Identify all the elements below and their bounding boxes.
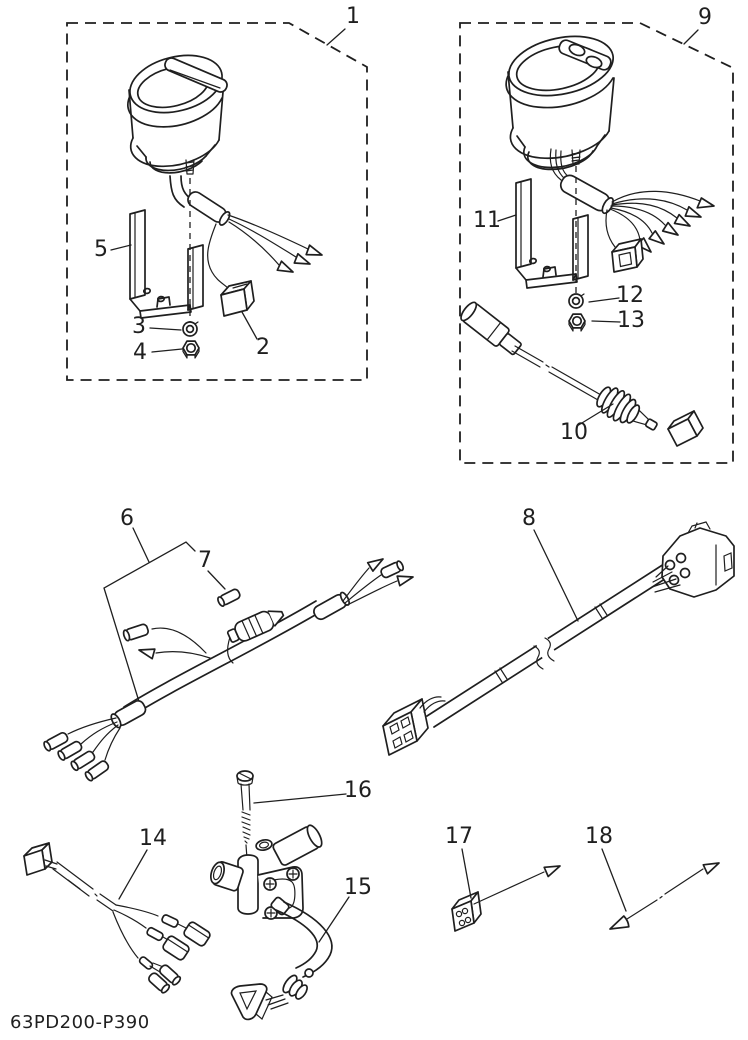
gauge-bracket-5 [130, 210, 203, 318]
nut-4 [183, 341, 199, 358]
sensor-assembly-15 [208, 823, 332, 1019]
speedometer-gauge [124, 46, 322, 289]
extension-cable-8 [383, 522, 734, 755]
screw-boss [264, 878, 276, 890]
callout-1: 1 [346, 4, 360, 29]
wire-harness-6 [43, 542, 413, 782]
connector-17 [452, 866, 560, 931]
plate-code: 63PD200-P390 [10, 1012, 150, 1033]
callout-11: 11 [473, 208, 501, 233]
callout-15: 15 [344, 875, 372, 900]
cap-7 [217, 588, 242, 607]
callout-17: 17 [445, 824, 473, 849]
spring-washer-3 [183, 322, 198, 336]
callout-16: 16 [344, 778, 372, 803]
wire-lead-14 [24, 843, 211, 994]
assembly-box-9-border [460, 23, 733, 463]
callout-10: 10 [560, 420, 588, 445]
callout-4: 4 [133, 340, 147, 365]
callout-14: 14 [139, 826, 167, 851]
callout-6: 6 [120, 506, 134, 531]
lead-wire-18 [610, 863, 719, 929]
gauge-with-buttons [503, 28, 714, 272]
callout-9: 9 [698, 5, 712, 30]
callout-13: 13 [617, 308, 645, 333]
callout-12: 12 [616, 283, 644, 308]
callout-7: 7 [198, 548, 212, 573]
callout-8: 8 [522, 506, 536, 531]
callout-5: 5 [94, 237, 108, 262]
callout-3: 3 [132, 314, 146, 339]
spring-washer-12 [569, 294, 584, 308]
callout-18: 18 [585, 824, 613, 849]
leader-lines [111, 29, 698, 942]
nut-13 [569, 314, 585, 331]
callout-2: 2 [256, 335, 270, 360]
screw-boss [287, 868, 299, 880]
